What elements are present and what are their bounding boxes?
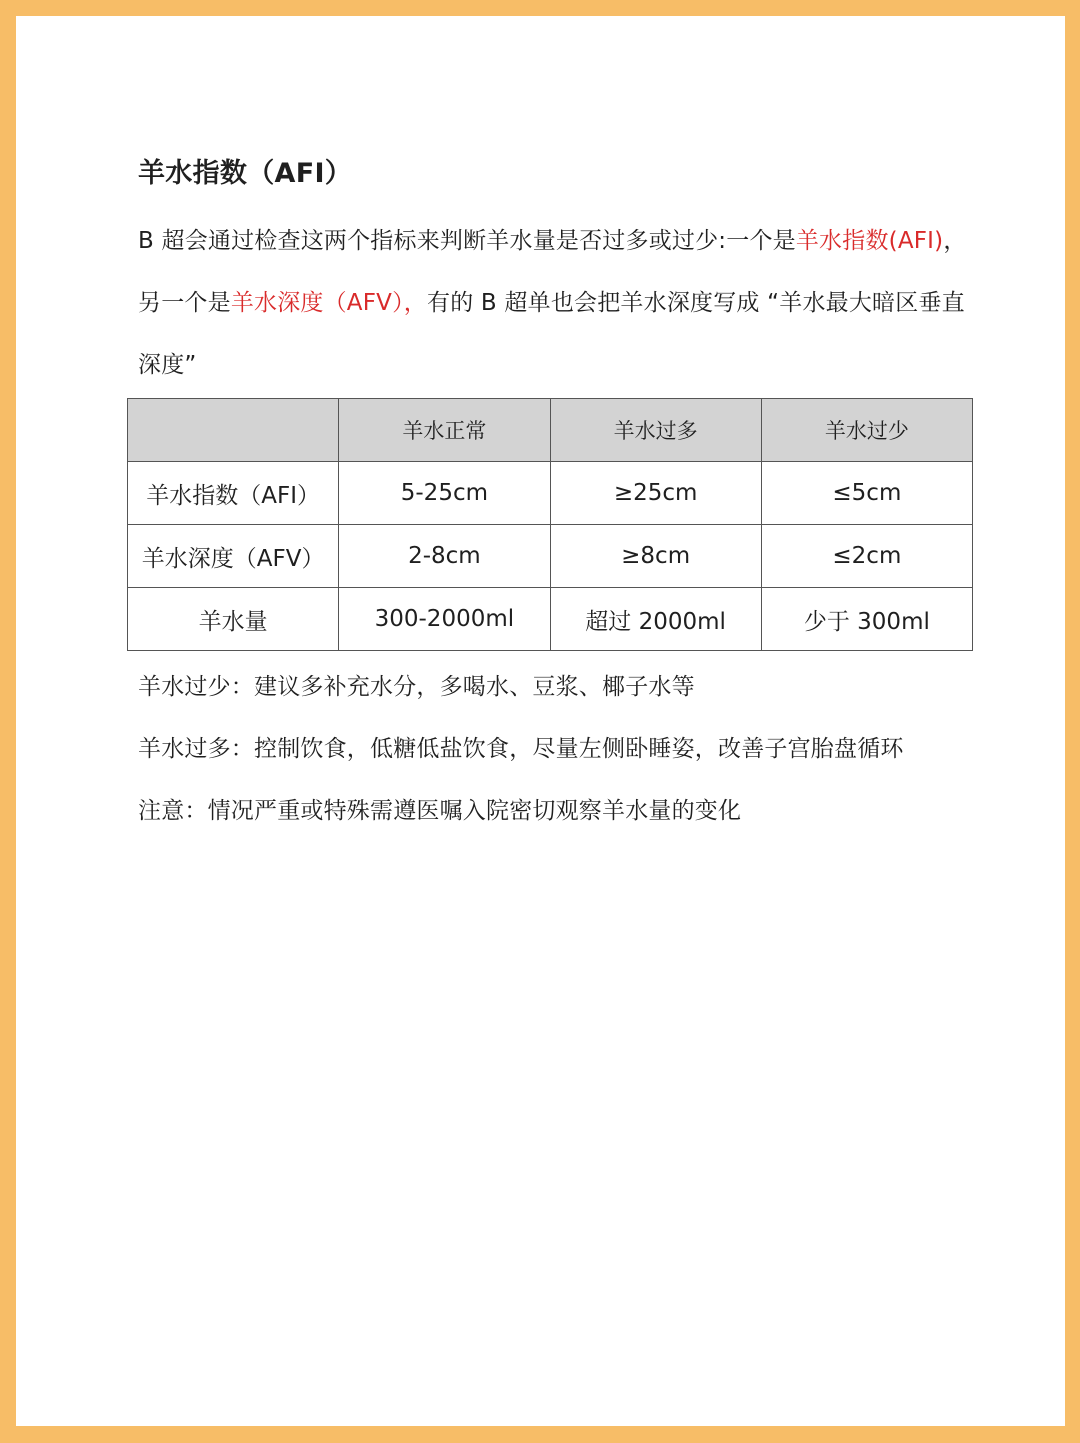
table-cell: 超过 2000ml xyxy=(550,588,761,651)
table-cell: ≥25cm xyxy=(550,462,761,525)
note-caution: 注意：情况严重或特殊需遵医嘱入院密切观察羊水量的变化 xyxy=(138,798,742,824)
table-header-empty xyxy=(128,399,339,462)
intro-text-2: ，另一个是 xyxy=(138,228,967,316)
table-cell: 少于 300ml xyxy=(761,588,972,651)
table-row-afv xyxy=(128,525,973,588)
page-title: 羊水指数（AFI） xyxy=(138,158,353,189)
table-row-afi xyxy=(128,462,973,525)
document-page xyxy=(16,16,1065,1426)
table-cell: 5-25cm xyxy=(339,462,550,525)
intro-paragraph xyxy=(138,210,988,396)
table-cell: ≤2cm xyxy=(761,525,972,588)
note-high-fluid: 羊水过多：控制饮食，低糖低盐饮食，尽量左侧卧睡姿，改善子宫胎盘循环 xyxy=(138,736,904,762)
amniotic-fluid-table xyxy=(127,398,973,651)
intro-text-3: 有的 B 超单也会把羊水深度写成 “羊水最大暗区垂直深度” xyxy=(138,290,965,378)
intro-text-1: B 超会通过检查这两个指标来判断羊水量是否过多或过少:一个是 xyxy=(138,228,796,254)
table-cell: ≤5cm xyxy=(761,462,972,525)
notes-section xyxy=(138,656,988,842)
table-header-row xyxy=(128,399,973,462)
table-cell: 2-8cm xyxy=(339,525,550,588)
table-cell-label: 羊水指数（AFI） xyxy=(128,462,339,525)
table-header-normal: 羊水正常 xyxy=(339,399,550,462)
table-row-volume xyxy=(128,588,973,651)
table-cell-label: 羊水量 xyxy=(128,588,339,651)
table-header-excess: 羊水过多 xyxy=(550,399,761,462)
document-content xyxy=(138,156,988,824)
table-cell-label: 羊水深度（AFV） xyxy=(128,525,339,588)
table-cell: 300-2000ml xyxy=(339,588,550,651)
intro-highlight-afi: 羊水指数(AFI) xyxy=(795,228,944,254)
table-header-deficient: 羊水过少 xyxy=(761,399,972,462)
intro-highlight-afv: 羊水深度（AFV）， xyxy=(230,290,428,316)
table-cell: ≥8cm xyxy=(550,525,761,588)
note-low-fluid: 羊水过少：建议多补充水分，多喝水、豆浆、椰子水等 xyxy=(138,674,695,700)
